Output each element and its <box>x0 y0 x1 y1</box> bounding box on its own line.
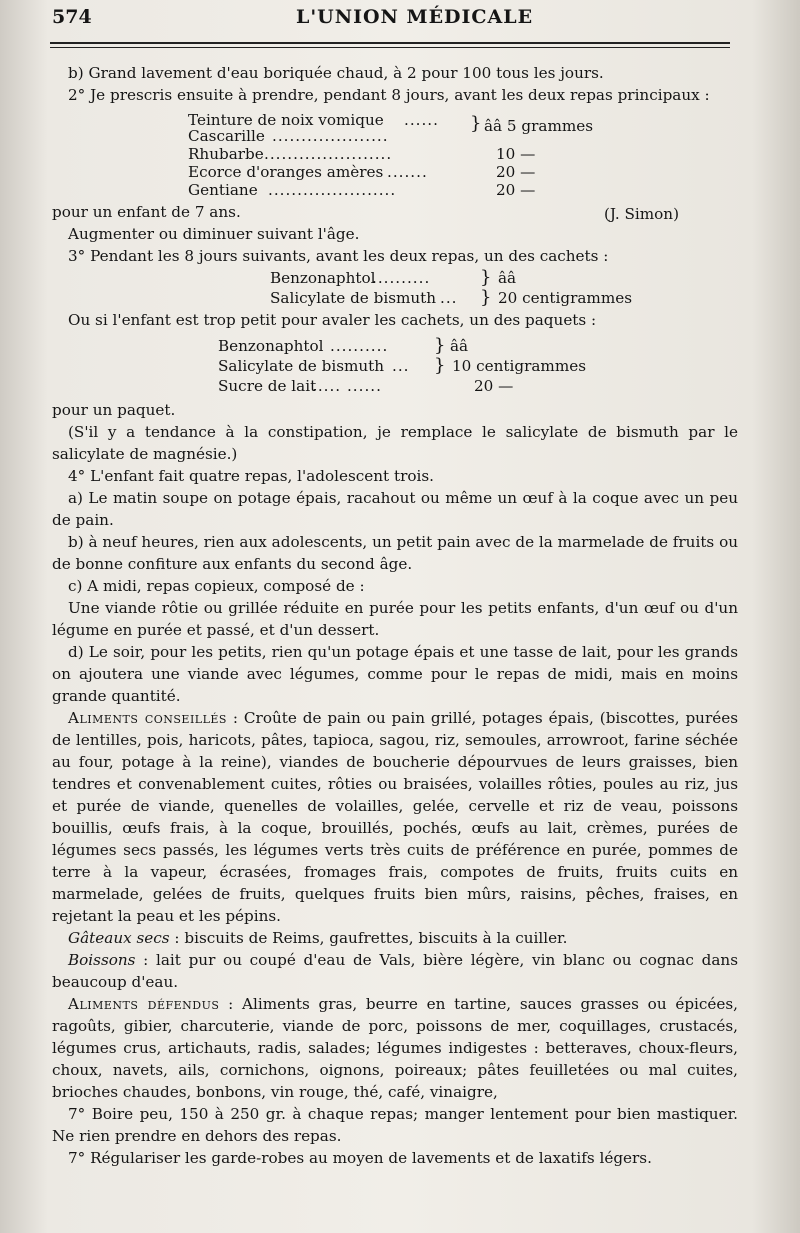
brace: } <box>480 267 492 288</box>
paragraph-b-neuf: b) à neuf heures, rien aux adolescents, un petit pain avec de la marmelade de fruits ou de bonne confiture aux enfants du second âge. <box>52 533 738 573</box>
brace: } <box>434 355 446 376</box>
ingredient-dose: 20 — <box>496 163 536 181</box>
paragraph-a-matin: a) Le matin soupe on potage épais, racahout ou même un œuf à la coque avec un peu de pain. <box>52 489 738 529</box>
ingredient-dots: ...................... <box>264 145 393 163</box>
ingredient-name: Salicylate de bismuth <box>270 289 437 307</box>
paragraph-3-intro: 3° Pendant les 8 jours suivants, avant les deux repas, un des cachets : <box>68 247 609 265</box>
paragraph-constipation: (S'il y a tendance à la constipation, je remplace le salicylate de bismuth par le salicylate de magnésie.) <box>52 423 738 463</box>
section-text: : Aliments gras, beurre en tartine, sauces grasses ou épicées, ragoûts, gibier, charcuterie, viande de porc, poissons de mer, coquillages, crustacés, légumes crus, artichauts, radis, salades; légumes indigestes : betteraves, choux-fleurs, choux, navets, ails, cornichons, oignons, poireaux; pâtes feuilletées ou mal cuites, brioches chaudes, bonbons, vin rouge, thé, café, vinaigre, <box>52 995 739 1101</box>
ingredient-name: Benzonaphtol <box>270 269 376 287</box>
paragraph-ou-si: Ou si l'enfant est trop petit pour avaler les cachets, un des paquets : <box>68 311 597 329</box>
ingredient-dots: ..... ...... <box>312 377 382 395</box>
prescription-line <box>52 267 738 287</box>
paragraph-4-intro: 4° L'enfant fait quatre repas, l'adolescent trois. <box>68 467 434 485</box>
author-attribution: (J. Simon) <box>604 205 680 223</box>
paragraph-2-intro: 2° Je prescris ensuite à prendre, pendant 8 jours, avant les deux repas principaux : <box>68 86 710 104</box>
ingredient-dose: ââ 5 grammes <box>484 117 594 135</box>
ingredient-dose: 20 — <box>496 181 536 199</box>
ingredient-dose: 20 centigrammes <box>498 289 633 307</box>
ingredient-dots: .......... <box>330 337 389 355</box>
paragraph-d-soir: d) Le soir, pour les petits, rien qu'un potage épais et une tasse de lait, pour les grands on ajoutera une viande avec légumes, comme pour le repas de midi, mais en moins grande quantité. <box>52 643 738 705</box>
section-text: : lait pur ou coupé d'eau de Vals, bière légère, vin blanc ou cognac dans beaucoup d'eau. <box>52 951 738 991</box>
section-label: Boissons <box>68 951 136 969</box>
for-child-note: pour un enfant de 7 ans. <box>52 203 241 221</box>
section-label: Aliments défendus <box>68 995 220 1013</box>
ingredient-dots: ...... <box>404 111 439 129</box>
prescription-line <box>52 287 738 309</box>
paragraph-augmenter: Augmenter ou diminuer suivant l'âge. <box>68 225 360 243</box>
section-label: Aliments conseillés <box>68 709 227 727</box>
page-header <box>0 0 800 40</box>
ingredient-name: Ecorce d'oranges amères <box>188 163 384 181</box>
ingredient-dose: 10 centigrammes <box>452 357 587 375</box>
brace: } <box>434 335 446 356</box>
paragraph-c-midi: c) A midi, repas copieux, composé de : <box>68 577 365 595</box>
section-text: : biscuits de Reims, gaufrettes, biscuits à la cuiller. <box>169 929 568 947</box>
ingredient-name: Rhubarbe <box>188 145 264 163</box>
ingredient-dots: ...................... <box>268 181 397 199</box>
paragraph-une-viande: Une viande rôtie ou grillée réduite en purée pour les petits enfants, d'un œuf ou d'un légume en purée et passé, et d'un dessert. <box>52 599 738 639</box>
brace: } <box>470 113 482 134</box>
paragraph-b-lavement: b) Grand lavement d'eau boriquée chaud, à 2 pour 100 tous les jours. <box>68 64 604 82</box>
prescription-line <box>52 375 738 395</box>
prescription-line <box>52 161 738 179</box>
ingredient-name: Cascarille <box>188 127 265 145</box>
prescription-line <box>52 125 738 143</box>
paragraph-gateaux <box>52 927 738 949</box>
header-rule-thin <box>50 47 730 48</box>
ingredient-dose: ââ <box>498 269 517 287</box>
article-body <box>52 62 738 1169</box>
ingredient-dots: ... <box>440 289 458 307</box>
ingredient-name: Benzonaphtol <box>218 337 324 355</box>
prescription-1 <box>52 109 738 197</box>
ingredient-dots: ....... <box>387 163 428 181</box>
prescription-line <box>52 179 738 197</box>
page-number: 574 <box>52 6 92 28</box>
prescription-line <box>52 335 738 355</box>
ingredient-dose: 20 — <box>474 377 514 395</box>
section-text: : Croûte de pain ou pain grillé, potages épais, (biscottes, purées de lentilles, pois, haricots, pâtes, tapioca, sagou, riz, semoules, arrowroot, farine séchée au four, potage à la reine), viandes de boucherie dépourvues de leurs graisses, bien tendres et convenablement cuites, rôties ou braisées, volailles rôties, poules au riz, jus et purée de viande, quenelles de volailles, gelée, cervelle et riz de veau, poissons bouillis, œufs frais, à la coque, brouillés, pochés, œufs au lait, crèmes, purées de légumes secs passés, les légumes verts très cuits de préférence en purée, pommes de terre à la vapeur, écrasées, fromages frais, compotes de fruits, fruits cuits en marmelade, gelées de fruits, quelques fruits bien mûrs, raisins, pêches, fraises, en rejetant la peau et les pépins. <box>52 709 738 925</box>
ingredient-name: Salicylate de bismuth <box>218 357 385 375</box>
section-label: Gâteaux secs <box>68 929 170 947</box>
paragraph-7-boire: 7° Boire peu, 150 à 250 gr. à chaque repas; manger lentement pour bien mastiquer. Ne rien prendre en dehors des repas. <box>52 1105 738 1145</box>
ingredient-dose: ââ <box>450 337 469 355</box>
prescription-2 <box>52 267 738 309</box>
ingredient-name: Sucre de lait <box>218 377 317 395</box>
prescription-line <box>52 143 738 161</box>
ingredient-dots: .......... <box>372 269 431 287</box>
paragraph-7-regulariser: 7° Régulariser les garde-robes au moyen de lavements et de laxatifs légers. <box>68 1149 652 1167</box>
ingredient-dots: .................... <box>272 127 389 145</box>
brace: } <box>480 287 492 308</box>
ingredient-dose: 10 — <box>496 145 536 163</box>
prescription-line <box>52 355 738 375</box>
paragraph-boissons <box>52 949 738 993</box>
running-title: L'UNION MÉDICALE <box>296 6 534 28</box>
paragraph-aliments-defendus <box>52 993 738 1103</box>
paragraph-aliments-conseilles <box>52 707 738 927</box>
ingredient-name: Gentiane <box>188 181 258 199</box>
ingredient-dots: ... <box>392 357 410 375</box>
ingredient-name: Teinture de noix vomique <box>188 111 384 129</box>
header-rule <box>50 42 730 44</box>
prescription-1-footer <box>52 201 738 223</box>
prescription-3 <box>52 335 738 395</box>
paragraph-pour-paquet: pour un paquet. <box>52 401 176 419</box>
